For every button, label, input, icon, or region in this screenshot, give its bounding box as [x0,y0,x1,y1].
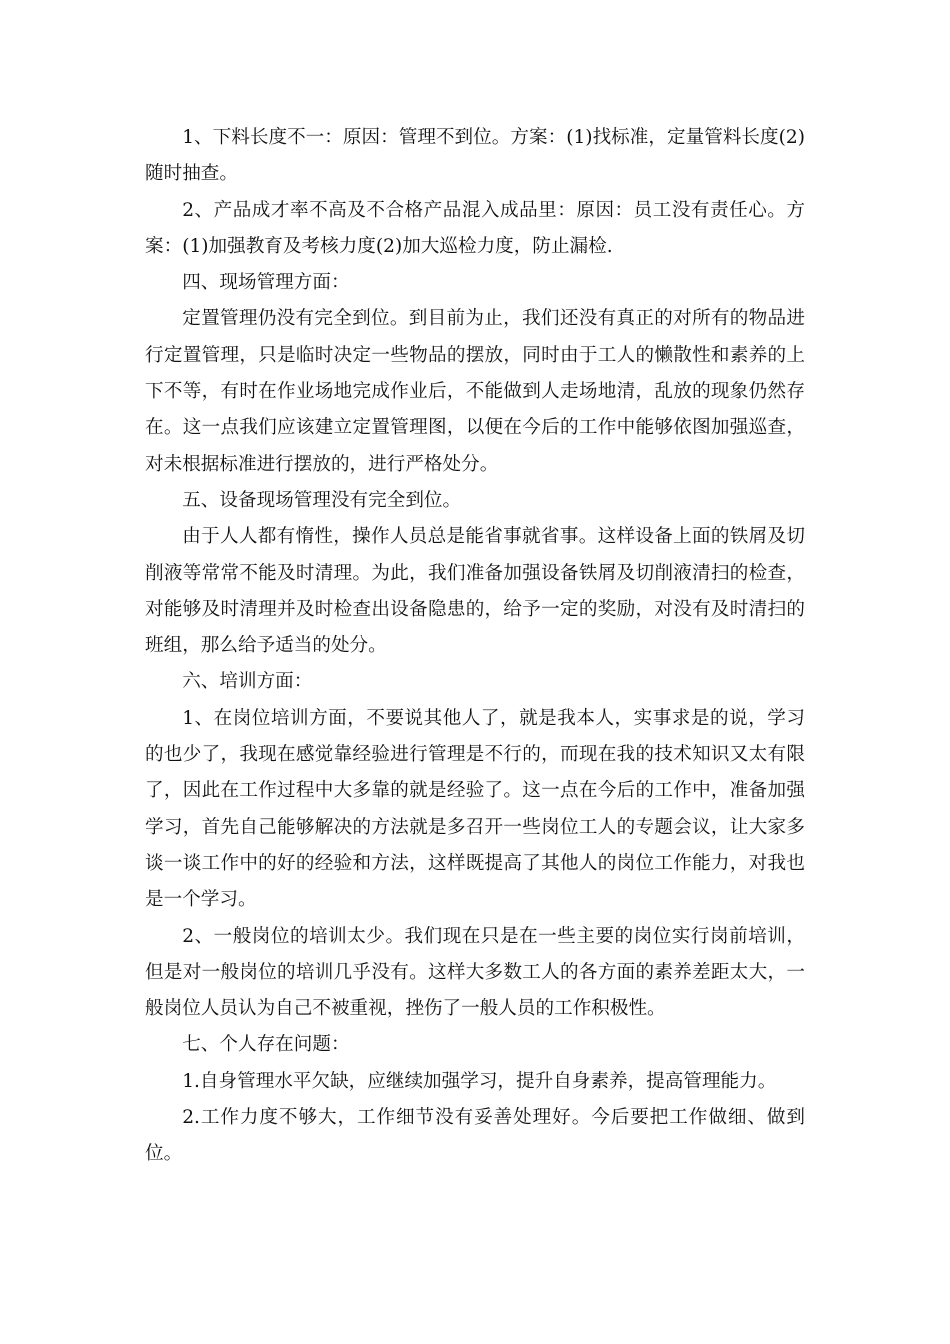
heading-training: 六、培训方面： [182,671,313,693]
paragraph-cutting-length: 1、下料长度不一：原因：管理不到位。方案：(1)找标准，定量管料长度(2)随时抽查。 [145,127,805,185]
heading-site-management: 四、现场管理方面： [182,272,350,294]
heading-equipment-management: 五、设备现场管理没有完全到位。 [182,489,462,511]
paragraph-personal-issue-1: 1.自身管理水平欠缺，应继续加强学习，提升自身素养，提高管理能力。 [182,1070,777,1092]
heading-personal-issues: 七、个人存在问题： [182,1034,350,1056]
paragraph-general-training: 2、一般岗位的培训太少。我们现在只是在一些主要的岗位实行岗前培训，但是对一般岗位的培训几乎没有。这样大多数工人的各方面的素养差距太大，一般岗位人员认为自己不被重视，挫伤了一般人员的工作积极性。 [145,925,805,1020]
paragraph-equipment-cleaning: 由于人人都有惰性，操作人员总是能省事就省事。这样设备上面的铁屑及切削液等常常不能及时清理。为此，我们准备加强设备铁屑及切削液清扫的检查，对能够及时清理并及时检查出设备隐患的，给予一定的奖励，对没有及时清扫的班组，那么给予适当的处分。 [145,526,805,657]
paragraph-product-yield: 2、产品成才率不高及不合格产品混入成品里：原因：员工没有责任心。方案：(1)加强教育及考核力度(2)加大巡检力度，防止漏检. [145,199,805,257]
paragraph-personal-issue-2: 2.工作力度不够大，工作细节没有妥善处理好。今后要把工作做细、做到位。 [145,1107,805,1165]
paragraph-fixed-position-management: 定置管理仍没有完全到位。到目前为止，我们还没有真正的对所有的物品进行定置管理，只是临时决定一些物品的摆放，同时由于工人的懒散性和素养的上下不等，有时在作业场地完成作业后，不能做到人走场地清，乱放的现象仍然存在。这一点我们应该建立定置管理图，以便在今后的工作中能够依图加强巡查，对未根据标准进行摆放的，进行严格处分。 [145,308,805,475]
paragraph-job-training: 1、在岗位培训方面，不要说其他人了，就是我本人，实事求是的说，学习的也少了，我现在感觉靠经验进行管理是不行的，而现在我的技术知识又太有限了，因此在工作过程中大多靠的就是经验了。这一点在今后的工作中，准备加强学习，首先自己能够解决的方法就是多召开一些岗位工人的专题会议，让大家多谈一谈工作中的好的经验和方法，这样既提高了其他人的岗位工作能力，对我也是一个学习。 [145,707,805,911]
document-body [145,120,805,1173]
